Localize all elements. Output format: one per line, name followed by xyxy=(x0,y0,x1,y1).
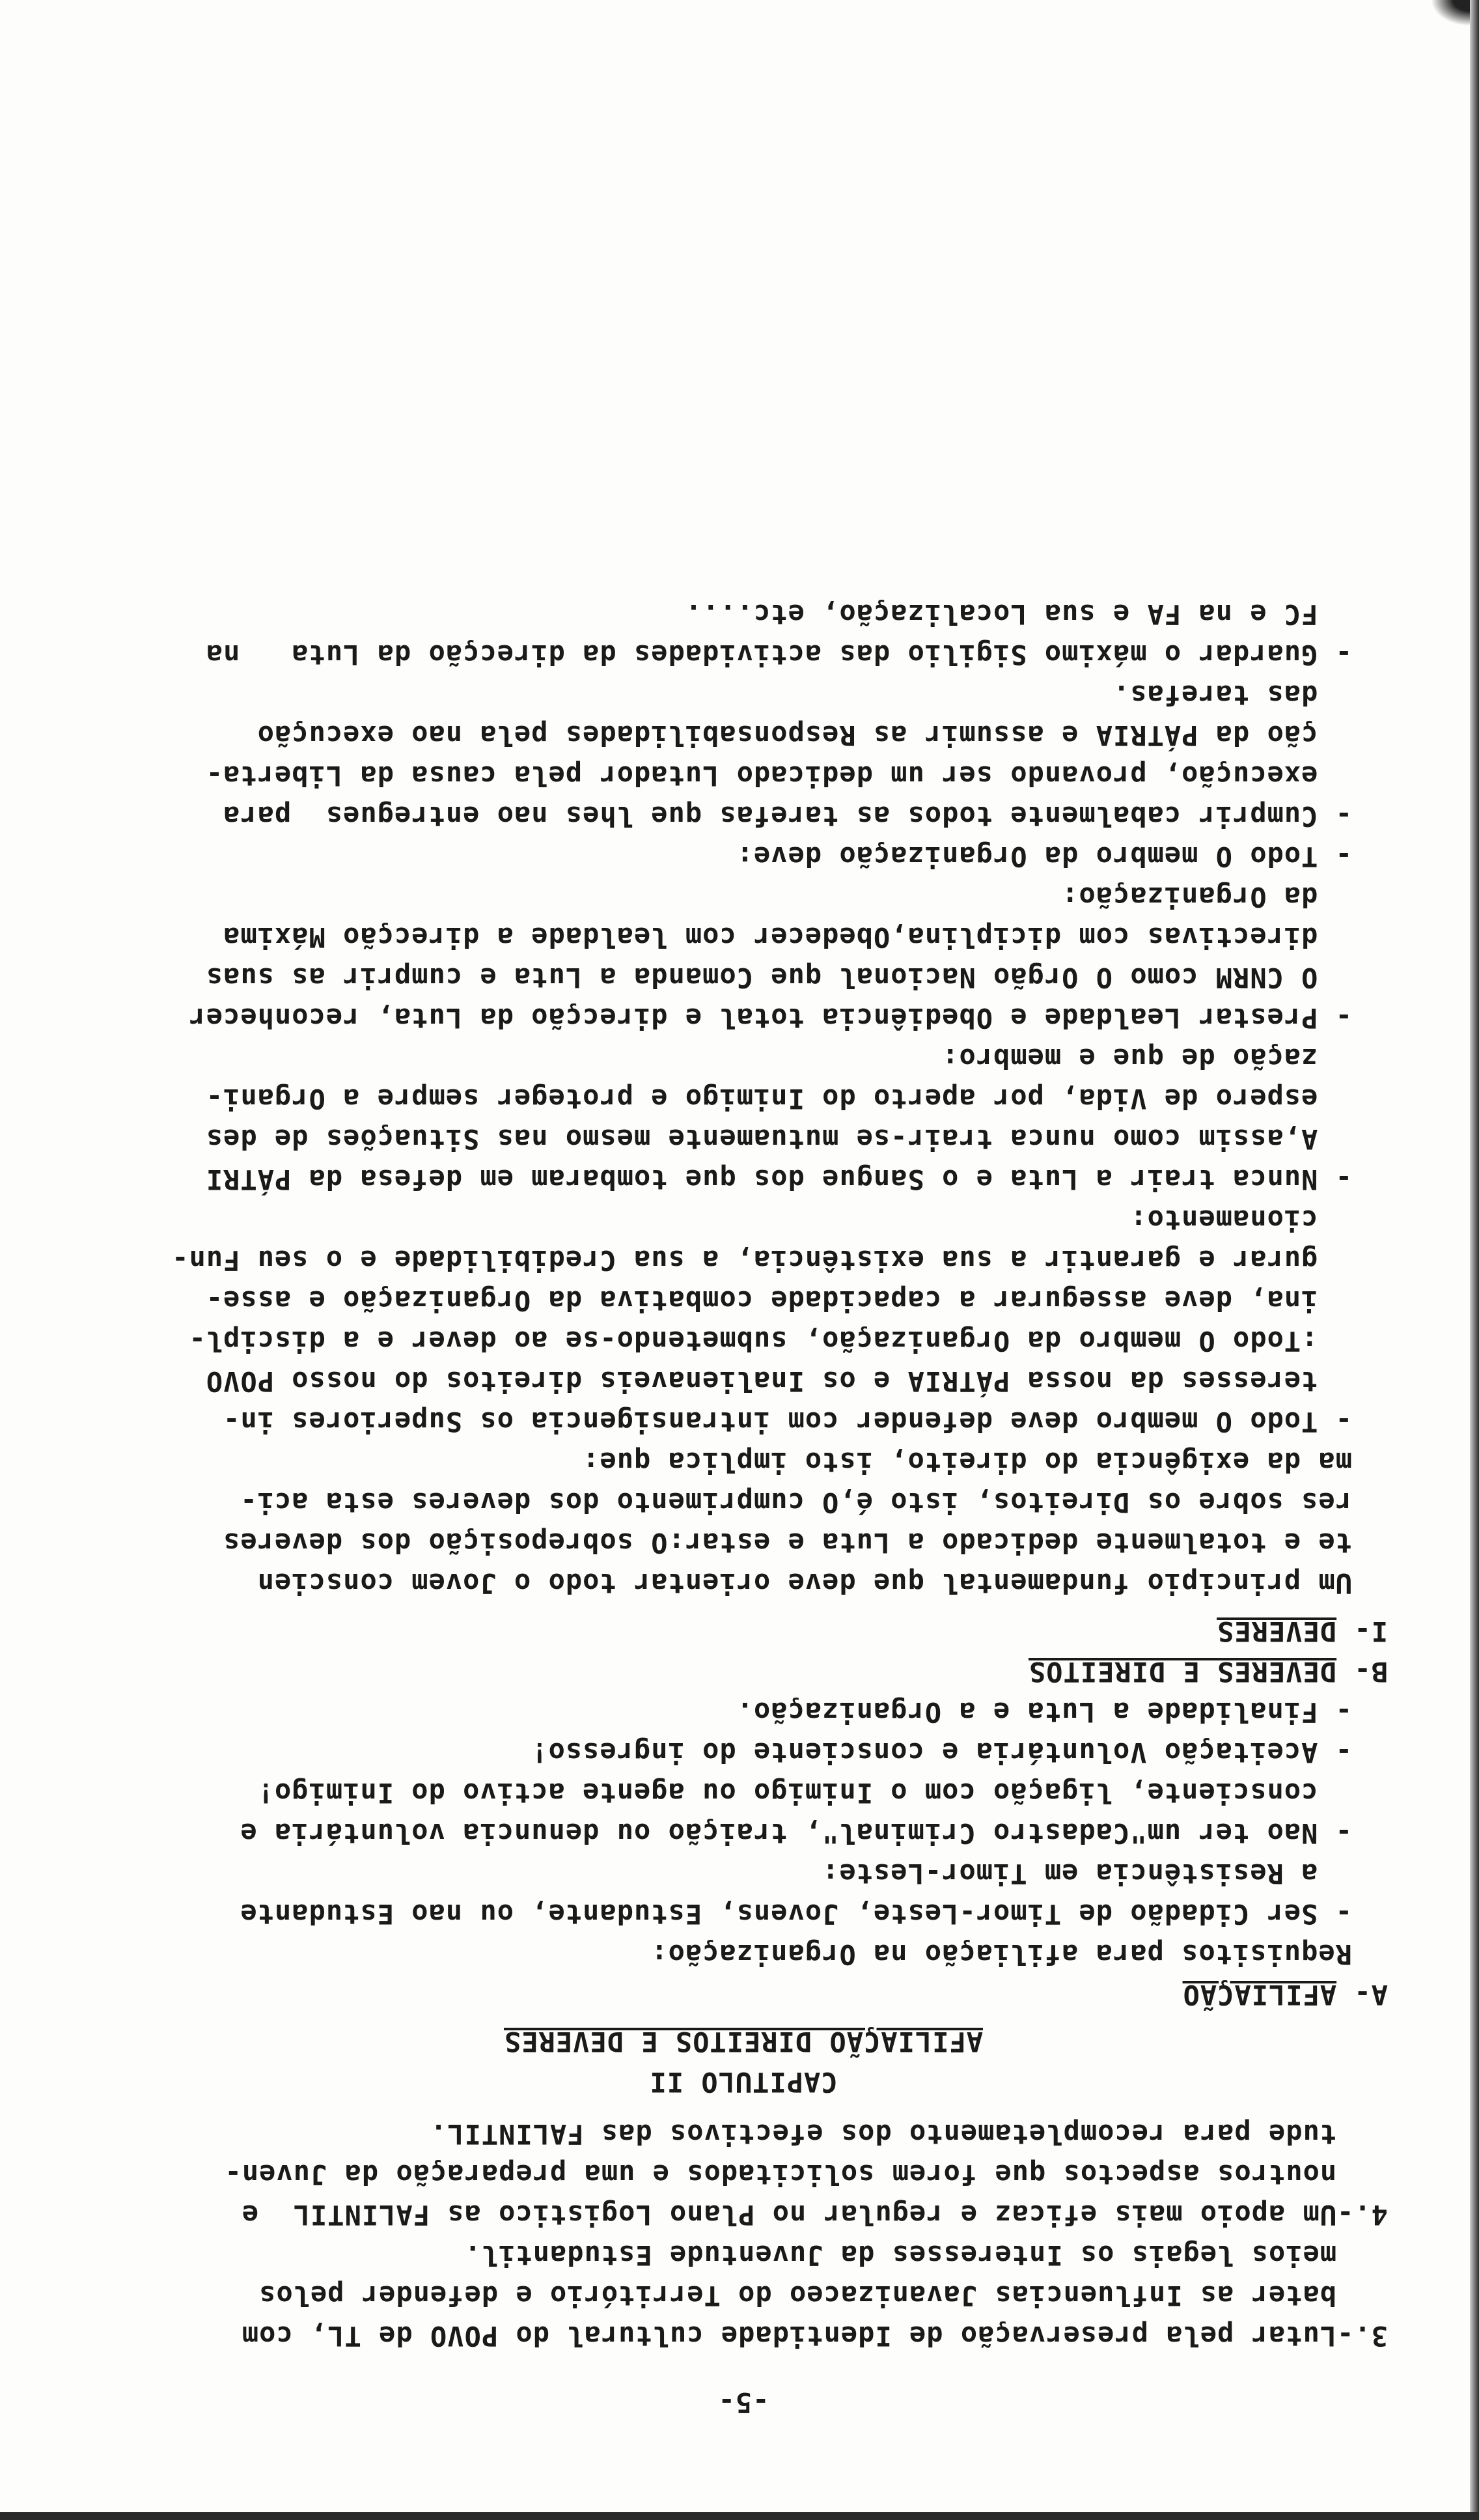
section-i-line: te e totalmente dedicado a Luta e estar:O sobreposição dos deveres xyxy=(223,1527,1352,1559)
chapter-title: CAPITULO II xyxy=(649,2066,838,2098)
section-i-line: zação de que e membro: xyxy=(941,1043,1352,1074)
section-i-line: directivas com diciplina,Obedecer com lealdade a direcção Máxima xyxy=(223,921,1352,953)
section-b-heading xyxy=(99,1651,1388,1692)
section-i-line: - Todo O membro da Organização deve: xyxy=(736,841,1352,873)
section-i-line: teresses da nossa PÁTRIA e os Inalienaveis direitos do nosso POVO xyxy=(205,1365,1352,1397)
section-i-line: - Nunca trair a Luta e o Sangue dos que tombaram em defesa da PÁTRI xyxy=(205,1164,1352,1196)
section-a-line: - Ser Cidadão de Timor-Leste, Jovens, Estudante, ou nao Estudante xyxy=(240,1898,1352,1930)
section-i-line: ma da exigência do direito, isto implica que: xyxy=(582,1446,1352,1478)
section-i-line: das tarefas. xyxy=(1112,679,1352,711)
section-a-heading xyxy=(99,1974,1388,2015)
section-i-line: :Todo O membro da Organização, submetendo-se ao dever e a discipl- xyxy=(188,1325,1352,1357)
intro-line: meios legais os Interesses da Juventude Estudantil. xyxy=(463,2239,1388,2271)
section-i-line: da Organização: xyxy=(1061,881,1352,913)
section-i-title: DEVERES xyxy=(1217,1616,1337,1647)
section-i-label: I- xyxy=(1353,1616,1388,1647)
section-i xyxy=(99,594,1388,1651)
section-a-line: Requisitos para afiliação na Organização: xyxy=(650,1939,1352,1970)
section-i-line: gurar e garantir a sua existência, a sua Credibilidade e o seu Fun- xyxy=(171,1244,1352,1276)
intro-line: noutros aspectos que forem solicitados e uma preparação da Juven- xyxy=(224,2159,1388,2191)
page-number: -5- xyxy=(717,2387,769,2418)
intro-line: tude para recompletamento dos efectivos das FALINTIL. xyxy=(429,2118,1388,2150)
section-i-line: - Guardar o máximo Sigilio das actividades da direcção da Luta na xyxy=(205,639,1352,671)
section-b-title: DEVERES E DIREITOS xyxy=(1028,1656,1337,1688)
section-a-title: AFILIAÇÃO xyxy=(1182,1979,1337,2011)
section-b xyxy=(99,1651,1388,1692)
section-b-label: B- xyxy=(1353,1656,1388,1688)
section-i-line: - Prestar Lealdade e Obediência total e direcção da Luta, reconhecer xyxy=(188,1002,1352,1034)
section-i-line: O CNRM como O Orgão Nacional que Comanda a Luta e cumprir as suas xyxy=(205,962,1352,994)
section-a xyxy=(99,1692,1388,2015)
section-a-line: consciente, ligação com o Inimigo ou agente activo do Inimigo! xyxy=(256,1777,1352,1809)
section-i-line: - Todo O membro deve defender com intransigencia os Superiores in- xyxy=(223,1406,1352,1438)
section-i-line: FC e na FA e sua Localização, etc.... xyxy=(684,598,1352,630)
intro-line: 3.-Lutar pela preservação de Identidade cultural do POVO de TL, com xyxy=(241,2320,1388,2352)
section-a-label: A- xyxy=(1353,1979,1388,2011)
section-a-line: a Resistência em Timor-Leste: xyxy=(822,1858,1352,1890)
section-a-line: - Aceitação Voluntária e consciente do ingresso! xyxy=(531,1737,1352,1769)
section-i-line: res sobre os Direitos, isto é,O cumprimento dos deveres esta aci- xyxy=(240,1487,1352,1519)
section-i-line: - Cumprir cabalmente todos as tarefas que lhes nao entregues para xyxy=(223,800,1352,832)
section-a-line: - Nao ter um"Cadastro Criminal", traição ou denuncia voluntária e xyxy=(240,1817,1352,1849)
section-i-line: Um principio fundamental que deve orientar todo o Jovem conscien xyxy=(256,1567,1352,1599)
section-i-line: cionamento: xyxy=(1129,1204,1352,1236)
section-i-line: execução, provando ser um dedicado Lutador pela causa da Liberta- xyxy=(205,760,1352,792)
intro-line: bater as Influencias Javanizaceo do Território e defender pelos xyxy=(258,2280,1388,2312)
intro-line: 4.-Um apoio mais eficaz e regular no Plano Logistico as FALINTIL e xyxy=(241,2199,1388,2231)
typed-text-block xyxy=(99,594,1388,2422)
section-i-heading xyxy=(99,1611,1388,1651)
section-i-line: A,assim como nunca trair-se mutuamente mesmo nas Situações de des xyxy=(205,1123,1352,1155)
section-i-line: espero de Vida, por aperto do Inimigo e proteger sempre a Organi- xyxy=(205,1083,1352,1115)
section-a-line: - Finalidade a Luta e a Organização. xyxy=(736,1696,1352,1728)
section-i-line: ção da PÁTRIA e assumir as Responsabilidades pela nao execução xyxy=(256,720,1352,751)
section-i-line: ina, deve assegurar a capacidade combativa da Organização e asse- xyxy=(205,1285,1352,1317)
chapter-subtitle: AFILIAÇÃO DIREITOS E DEVERES xyxy=(504,2026,984,2058)
intro-paragraphs xyxy=(99,2114,1388,2356)
